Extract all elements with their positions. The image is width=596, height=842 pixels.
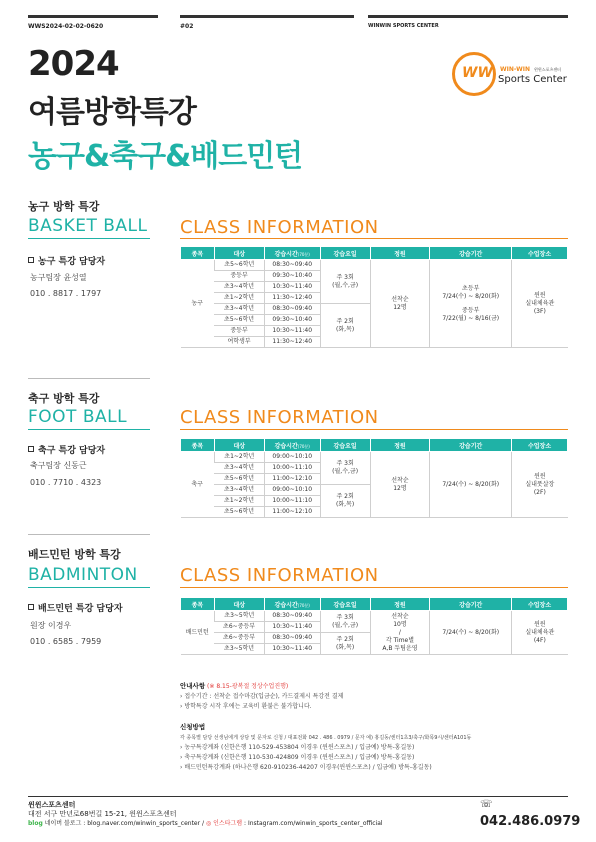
notice-item: › 방학특강 시작 후에는 교육비 환불은 불가합니다. — [180, 703, 312, 710]
basketball-en-title: BASKET BALL — [28, 216, 148, 236]
target-cell: 초3~4학년 — [214, 304, 264, 315]
footer-address: 대전 서구 만년로68번길 15-21, 윈윈스포츠센터 — [28, 810, 177, 818]
blog-icon: blog — [28, 820, 43, 827]
badminton-en-title: BADMINTON — [28, 565, 138, 585]
badminton-table — [180, 597, 568, 655]
time-cell: 08:30~09:40 — [264, 611, 320, 622]
basketball-table — [180, 246, 568, 348]
notice-title: 안내사항 (※ 8.15-광복절 정상수업진행) — [180, 682, 289, 690]
col-header: 강습요일 — [320, 598, 370, 611]
target-cell: 초3~5학년 — [214, 611, 264, 622]
col-header: 강습기간 — [430, 439, 512, 452]
badminton-contact-name: 원장 이경우 — [30, 621, 72, 630]
apply-title: 신청방법 — [180, 723, 206, 731]
target-cell: 초3~4학년 — [214, 463, 264, 474]
target-cell: 중등부 — [214, 326, 264, 337]
football-en-underline — [28, 429, 150, 430]
instagram-icon: ◎ — [205, 820, 212, 827]
target-cell: 초1~2학년 — [214, 452, 264, 463]
col-header: 강습시간(70분) — [264, 247, 320, 260]
col-header: 대상 — [214, 598, 264, 611]
capacity-cell: 선착순 10명 / 각 Time별 A,B 두팀운영 — [370, 611, 430, 655]
footer — [28, 801, 448, 828]
logo-top: WIN-WIN — [500, 66, 530, 73]
blog-link[interactable]: 네이버 블로그 : blog.naver.com/winwin_sports_center — [44, 820, 201, 827]
sport-cell: 축구 — [181, 452, 215, 518]
col-header: 수업장소 — [512, 598, 568, 611]
logo-main: Sports Center — [498, 74, 567, 85]
time-cell: 10:00~11:10 — [264, 463, 320, 474]
place-cell: 윈윈 실내체육관 (3F) — [512, 260, 568, 348]
basketball-contact-name: 농구팀장 윤성열 — [30, 273, 87, 282]
apply-line: › 축구특강계좌 (신한은행 110-530-424809 이경우 (윈윈스포츠) / 입금예) 방특-홍길동) — [180, 754, 415, 761]
badminton-class-info: CLASS INFORMATION — [180, 565, 379, 586]
time-cell: 10:00~11:10 — [264, 496, 320, 507]
table-header-row — [181, 598, 568, 611]
instagram-label: 인스타그램 — [213, 820, 243, 827]
time-cell: 11:30~12:40 — [264, 293, 320, 304]
col-header: 정원 — [370, 247, 430, 260]
basketball-class-info: CLASS INFORMATION — [180, 217, 379, 238]
col-header: 종목 — [181, 598, 215, 611]
title-sub: 농구&축구&배드민턴 — [28, 139, 303, 174]
capacity-cell: 선착순 12명 — [370, 260, 430, 348]
sport-cell: 배드민턴 — [181, 611, 215, 655]
target-cell: 초3~5학년 — [214, 644, 264, 655]
time-cell: 11:00~12:10 — [264, 474, 320, 485]
time-cell: 11:00~12:10 — [264, 507, 320, 518]
target-cell: 초5~6학년 — [214, 507, 264, 518]
col-header: 강습기간 — [430, 247, 512, 260]
time-cell: 08:30~09:40 — [264, 260, 320, 271]
table-row — [181, 260, 568, 271]
period-cell: 7/24(수) ~ 8/20(화) — [430, 452, 512, 518]
logo-mark: WW — [462, 65, 493, 81]
football-table — [180, 438, 568, 518]
days-cell: 주 2회 (화,목) — [320, 633, 370, 655]
apply-line: › 농구특강계좌 (신한은행 110-529-453804 이경우 (윈윈스포츠) / 입금예) 방특-홍길동) — [180, 744, 415, 751]
target-cell: 초6~중등부 — [214, 622, 264, 633]
target-cell: 초1~2학년 — [214, 293, 264, 304]
time-cell: 08:30~09:40 — [264, 633, 320, 644]
top-rule-right — [368, 15, 568, 18]
col-header: 강습기간 — [430, 598, 512, 611]
title-year: 2024 — [28, 44, 119, 84]
target-cell: 초5~6학년 — [214, 260, 264, 271]
col-header: 수업장소 — [512, 247, 568, 260]
target-cell: 중등부 — [214, 271, 264, 282]
top-rule-mid — [180, 15, 354, 18]
football-heading: 축구 방학 특강 — [28, 392, 100, 405]
col-header: 종목 — [181, 247, 215, 260]
place-cell: 윈윈 실내풋살장 (2F) — [512, 452, 568, 518]
phone-icon: ☏ — [480, 799, 493, 810]
footer-name: 윈윈스포츠센터 — [28, 801, 76, 809]
badminton-class-line — [180, 587, 568, 588]
badminton-en-underline — [28, 587, 150, 588]
notice-block — [180, 681, 570, 773]
badminton-contact-title: 배드민턴 특강 담당자 — [28, 601, 123, 614]
org-small: WINWIN SPORTS CENTER — [368, 23, 439, 29]
checkbox-icon — [28, 446, 34, 452]
table-row — [181, 452, 568, 463]
target-cell: 초6~중등부 — [214, 633, 264, 644]
target-cell: 여학생부 — [214, 337, 264, 348]
football-contact-phone: 010 . 7710 . 4323 — [30, 478, 102, 487]
doc-code: WWS2024-02-02-0620 — [28, 23, 104, 30]
days-cell: 주 2회 (화,목) — [320, 485, 370, 518]
footer-phone[interactable]: 042.486.0979 — [480, 814, 581, 829]
col-header: 강습시간(70분) — [264, 439, 320, 452]
capacity-cell: 선착순 12명 — [370, 452, 430, 518]
apply-line: › 배드민턴특강계좌 (하나은행 620-910236-44207 이경우(윈윈스포츠) / 입금예) 방특-홍길동) — [180, 764, 432, 771]
col-header: 강습요일 — [320, 247, 370, 260]
table-header-row — [181, 439, 568, 452]
football-en-title: FOOT BALL — [28, 407, 128, 427]
time-cell: 11:30~12:40 — [264, 337, 320, 348]
basketball-en-underline — [28, 238, 150, 239]
logo-top-sub: 윈윈스포츠센터 — [534, 67, 562, 72]
basketball-heading: 농구 방학 특강 — [28, 200, 100, 213]
time-cell: 10:30~11:40 — [264, 644, 320, 655]
target-cell: 초3~4학년 — [214, 485, 264, 496]
days-cell: 주 3회 (월,수,금) — [320, 452, 370, 485]
badminton-contact-phone: 010 . 6585 . 7959 — [30, 637, 102, 646]
time-cell: 09:00~10:10 — [264, 485, 320, 496]
time-cell: 10:30~11:40 — [264, 326, 320, 337]
time-cell: 08:30~09:40 — [264, 304, 320, 315]
issue-number: #02 — [180, 23, 194, 30]
col-header: 대상 — [214, 247, 264, 260]
football-class-line — [180, 429, 568, 430]
target-cell: 초3~4학년 — [214, 282, 264, 293]
section-divider — [28, 534, 150, 535]
basketball-contact-phone: 010 . 8817 . 1797 — [30, 289, 102, 298]
table-row — [181, 611, 568, 622]
table-header-row — [181, 247, 568, 260]
col-header: 종목 — [181, 439, 215, 452]
place-cell: 윈윈 실내체육관 (4F) — [512, 611, 568, 655]
basketball-contact-title: 농구 특강 담당자 — [28, 254, 105, 267]
period-cell: 7/24(수) ~ 8/20(화) — [430, 611, 512, 655]
target-cell: 초1~2학년 — [214, 496, 264, 507]
days-cell: 주 3회 (월,수,금) — [320, 611, 370, 633]
notice-item: › 접수기간 : 선착순 접수마감(입금순), 카드결제시 특강전 결제 — [180, 693, 344, 700]
col-header: 강습요일 — [320, 439, 370, 452]
time-cell: 09:00~10:10 — [264, 452, 320, 463]
col-header: 정원 — [370, 439, 430, 452]
football-contact-title: 축구 특강 담당자 — [28, 443, 105, 456]
time-cell: 09:30~10:40 — [264, 271, 320, 282]
apply-line: 각 종목별 담당 선생님에게 상담 및 문자로 신청 / 대표전화 042 . 486 . 0979 / 문자 예) 홍길동/센터1초3/축구/화목9시/센터A101동 — [180, 735, 472, 741]
time-cell: 10:30~11:40 — [264, 282, 320, 293]
time-cell: 09:30~10:40 — [264, 315, 320, 326]
col-header: 정원 — [370, 598, 430, 611]
target-cell: 초5~6학년 — [214, 474, 264, 485]
footer-rule — [28, 796, 568, 797]
checkbox-icon — [28, 604, 34, 610]
title-main: 여름방학특강 — [28, 95, 196, 130]
col-header: 수업장소 — [512, 439, 568, 452]
football-contact-name: 축구팀장 신동근 — [30, 461, 87, 470]
days-cell: 주 2회 (화,목) — [320, 304, 370, 348]
time-cell: 10:30~11:40 — [264, 622, 320, 633]
instagram-link[interactable]: : Instagram.com/winwin_sports_center_official — [244, 820, 383, 827]
badminton-heading: 배드민턴 방학 특강 — [28, 548, 121, 561]
football-class-info: CLASS INFORMATION — [180, 407, 379, 428]
section-divider — [28, 378, 150, 379]
sport-cell: 농구 — [181, 260, 215, 348]
logo — [452, 52, 572, 102]
basketball-class-line — [180, 238, 568, 239]
col-header: 대상 — [214, 439, 264, 452]
target-cell: 초5~6학년 — [214, 315, 264, 326]
top-rule-left — [28, 15, 158, 18]
footer-links: blog 네이버 블로그 : blog.naver.com/winwin_sports_center / ◎ 인스타그램 : Instagram.com/winwin_sports_center_official — [28, 820, 383, 827]
days-cell: 주 3회 (월,수,금) — [320, 260, 370, 304]
checkbox-icon — [28, 257, 34, 263]
period-cell: 초등부 7/24(수) ~ 8/20(화) 중등부 7/22(월) ~ 8/16(금) — [430, 260, 512, 348]
col-header: 강습시간(70분) — [264, 598, 320, 611]
